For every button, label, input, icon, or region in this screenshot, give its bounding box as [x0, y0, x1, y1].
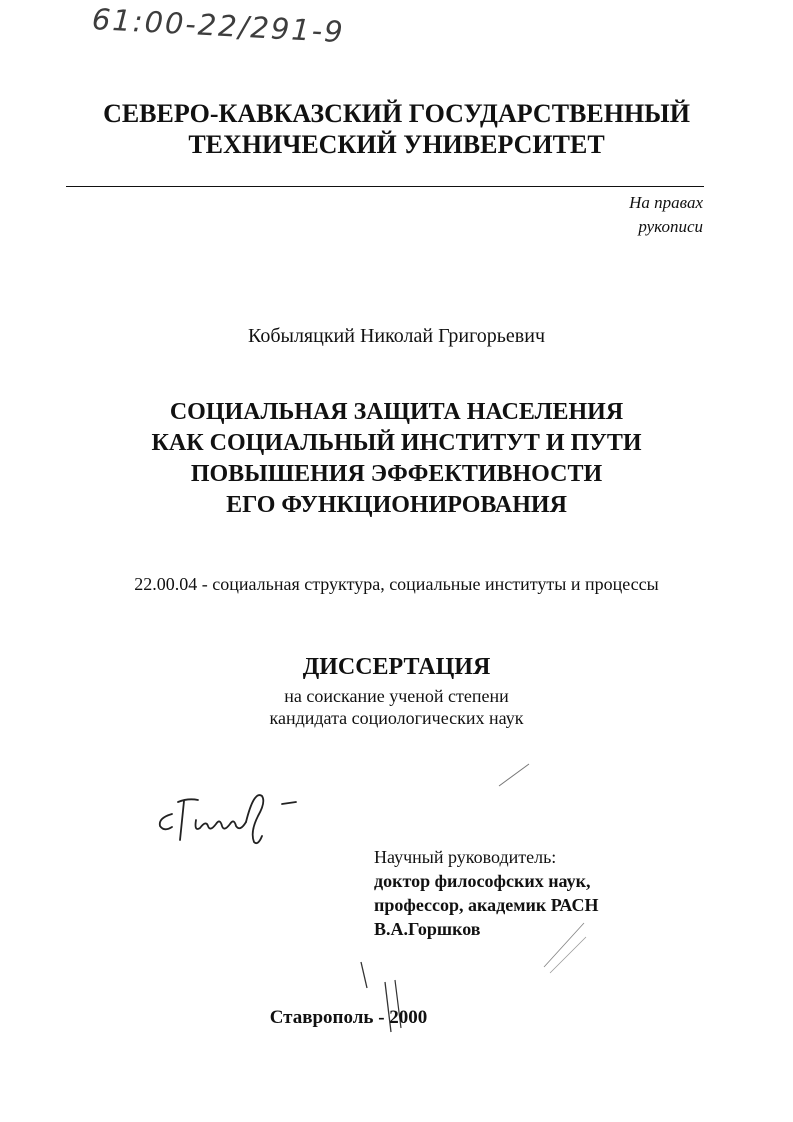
thesis-title-line-1: СОЦИАЛЬНАЯ ЗАЩИТА НАСЕЛЕНИЯ: [169, 399, 624, 425]
university-name-line-1: СЕВЕРО-КАВКАЗСКИЙ ГОСУДАРСТВЕННЫЙ: [103, 99, 690, 128]
supervisor-name: В.А.Горшков: [374, 919, 481, 939]
supervisor-label: Научный руководитель:: [374, 847, 557, 867]
thesis-title: [0, 397, 793, 521]
author-name: Кобыляцкий Николай Григорьевич: [247, 325, 546, 347]
supervisor-degree: доктор философских наук,: [374, 871, 591, 891]
header-divider: [66, 186, 704, 187]
university-name: [0, 98, 793, 160]
thesis-title-line-4: ЕГО ФУНКЦИОНИРОВАНИЯ: [226, 492, 567, 518]
document-type: ДИССЕРТАЦИЯ: [302, 654, 491, 680]
degree-line-2: кандидата социологических наук: [269, 708, 524, 728]
manuscript-note-line-2: рукописи: [638, 217, 703, 236]
author-signature: [150, 780, 310, 850]
university-name-line-2: ТЕХНИЧЕСКИЙ УНИВЕРСИТЕТ: [188, 130, 605, 159]
manuscript-note-line-1: На правах: [629, 193, 703, 212]
degree-description: [0, 685, 793, 729]
supervisor-rank: профессор, академик РАСН: [374, 895, 599, 915]
thesis-title-line-2: КАК СОЦИАЛЬНЫЙ ИНСТИТУТ И ПУТИ: [151, 430, 642, 456]
specialty-code: 22.00.04 - социальная структура, социальные институты и процессы: [134, 574, 659, 594]
degree-line-1: на соискание ученой степени: [284, 686, 509, 706]
archive-number-handwritten: 61:00-22/291-9: [91, 2, 346, 50]
thesis-title-line-3: ПОВЫШЕНИЯ ЭФФЕКТИВНОСТИ: [190, 461, 603, 487]
supervisor-block: [374, 845, 599, 941]
pencil-stroke-mark: [495, 760, 535, 790]
city-year: Ставрополь - 2000: [269, 1007, 428, 1028]
manuscript-note: [629, 191, 703, 239]
